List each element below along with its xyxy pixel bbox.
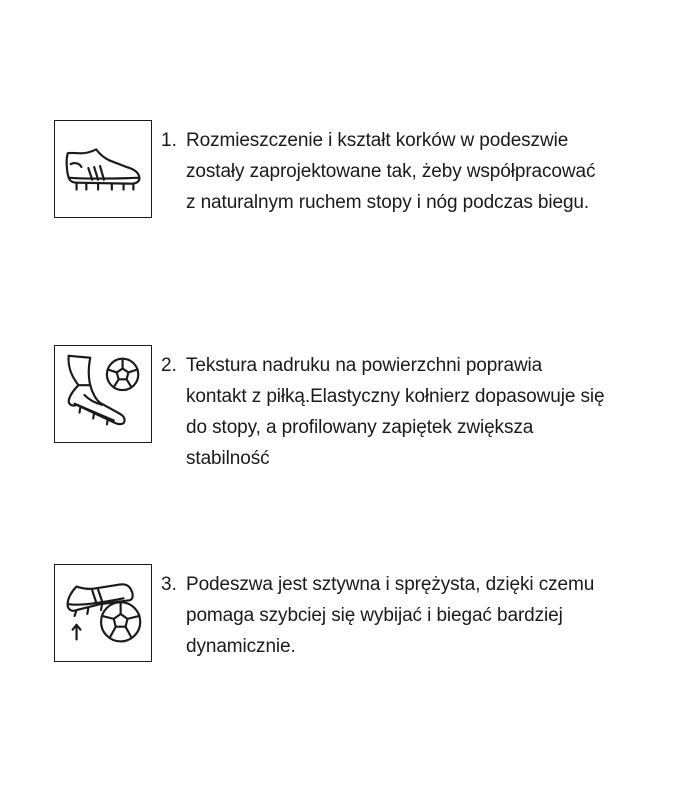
leg-kicking-ball-icon bbox=[54, 345, 152, 443]
feature-description: Rozmieszczenie i kształt korków w podeszwie zostały zaprojektowane tak, żeby współpracować z naturalnym ruchem stopy i nóg podczas biegu. bbox=[186, 130, 596, 213]
feature-number: 2. bbox=[161, 355, 177, 376]
feature-description: Podeszwa jest sztywna i sprężysta, dzięki czemu pomaga szybciej się wybijać i biegać bardziej dynamicznie. bbox=[186, 574, 595, 657]
feature-description: Tekstura nadruku na powierzchni poprawia kontakt z piłką.Elastyczny kołnierz dopasowuje się do stopy, a profilowany zapiętek zwiększa stabilność bbox=[186, 355, 605, 469]
feature-number: 1. bbox=[161, 130, 177, 151]
boot-ball-push-off-icon bbox=[54, 564, 152, 662]
cleated-boot-icon bbox=[54, 120, 152, 218]
feature-number: 3. bbox=[161, 574, 177, 595]
